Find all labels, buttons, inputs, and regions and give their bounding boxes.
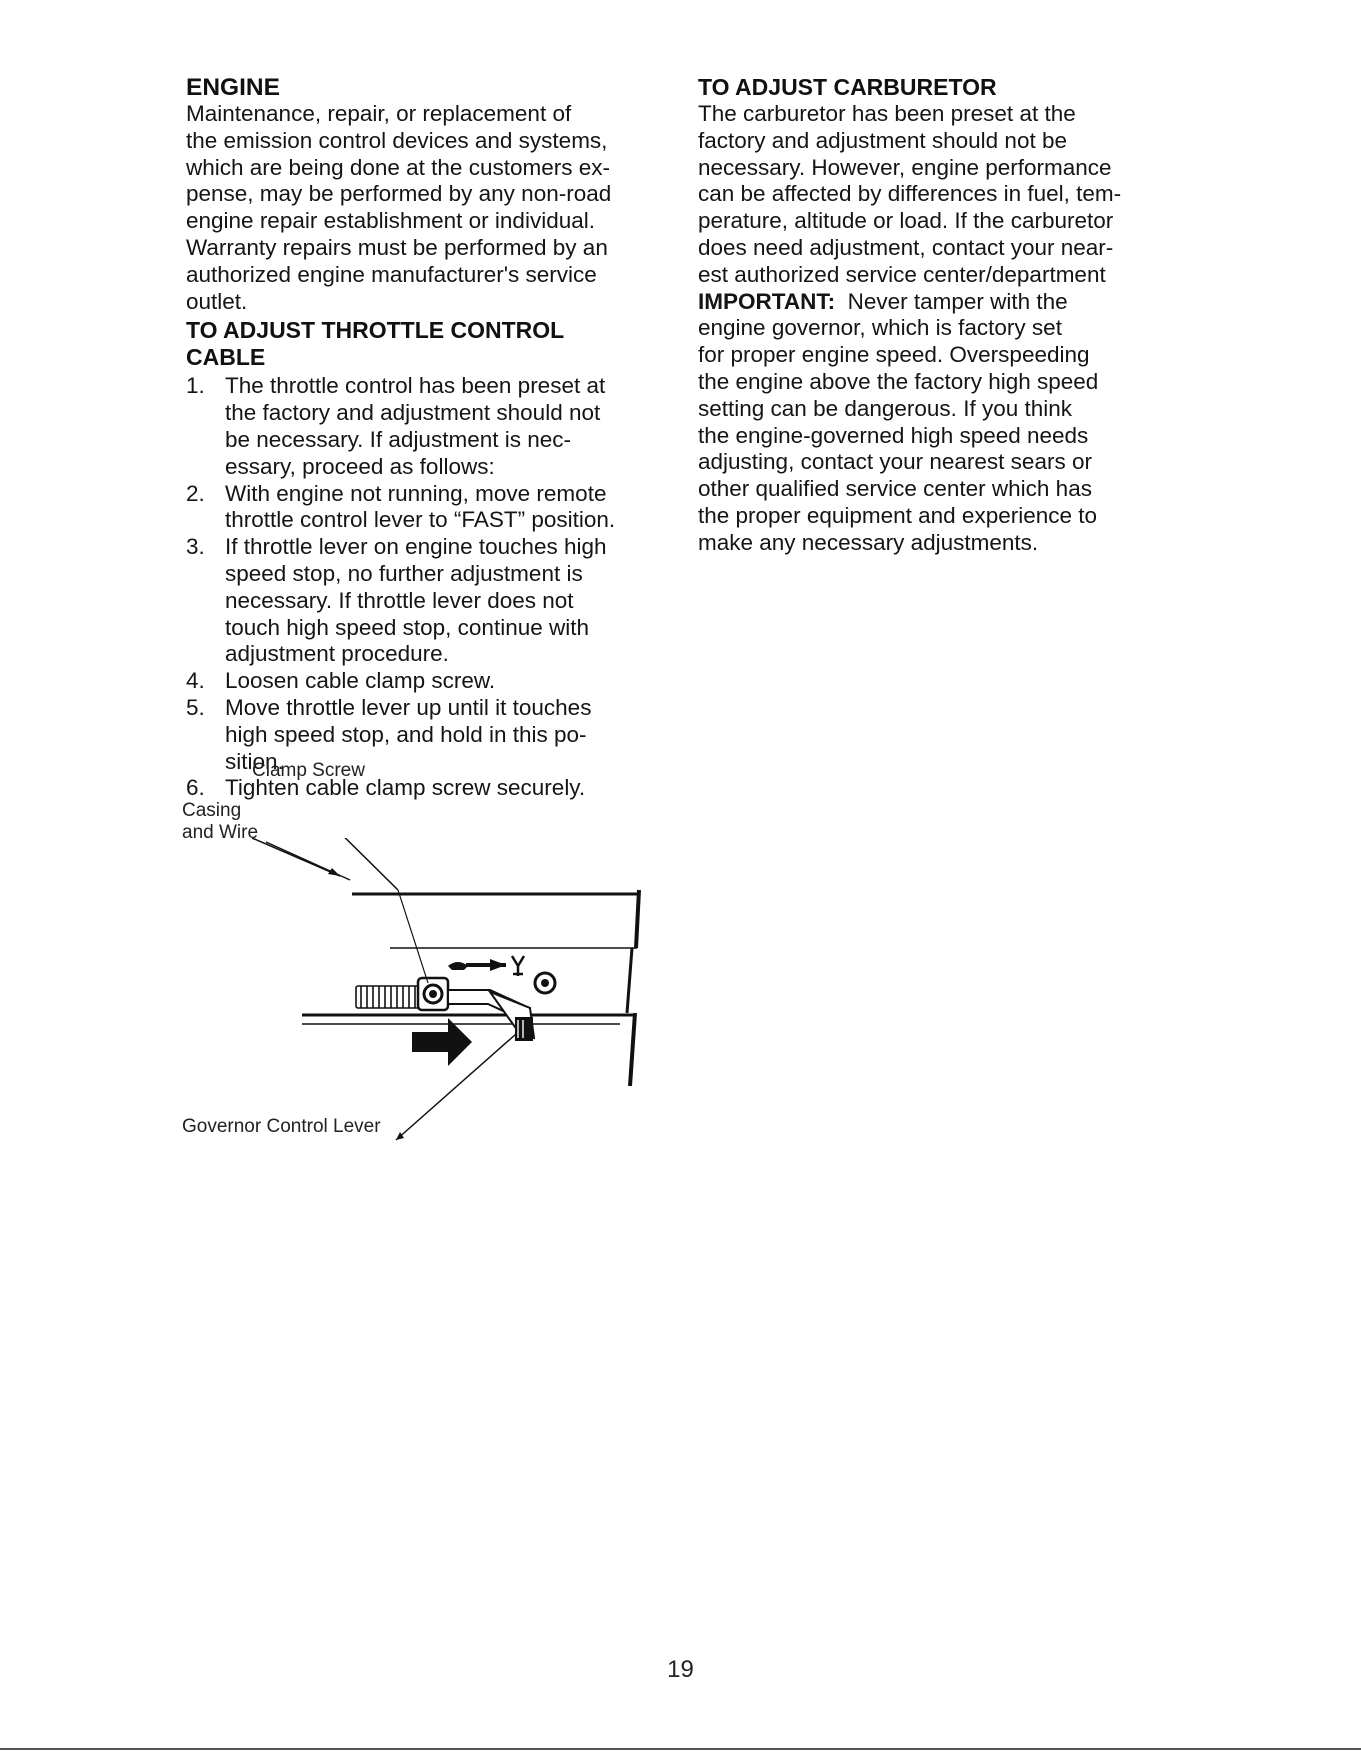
high-speed-stop-icon [535,973,555,993]
step-text: With engine not running, move remote throttle control lever to “FAST” position. [225,480,616,533]
governor-control-lever-label: Governor Control Lever [182,1116,381,1137]
clamp-screw-icon [418,978,448,1010]
engine-paragraph: Maintenance, repair, or replacement of the emission control devices and systems, which are being done at the customers ex- pense, may be performed by any non-road engine repair establishment or individual. Warranty repairs must be performed by an authorized engine manufacturer's service outlet. [186,101,612,314]
bottom-rule [0,1748,1361,1750]
step-number: 5. [186,694,205,720]
engine-heading: ENGINE [186,74,280,101]
important-label: IMPORTANT: [698,288,836,314]
direction-arrow-icon [412,1018,472,1066]
step-text: The throttle control has been preset at the factory and adjustment should not be necessary. If adjustment is nec- essary, proceed as follows: [225,373,606,479]
step-text: Loosen cable clamp screw. [225,668,496,694]
important-continuation: engine governor, which is factory set for proper engine speed. Overspeeding the engine above the factory high speed setting can be dangerous. If you think the engine-governed high speed needs adjusting, contact your nearest sears or other qualified service center which has the proper equipment and experience to make any necessary adjustments. [698,315,1099,555]
housing-right-edge-bottom [630,1013,635,1086]
step-number: 1. [186,373,205,399]
list-item [186,668,666,695]
carburetor-paragraph: The carburetor has been preset at the factory and adjustment should not be necessary. However, engine performance can be affected by differences in fuel, tem- perature, altitude or load. If the carburetor does need adjustment, contact your near- est authorized service center/department [698,101,1122,287]
important-first-line: Never tamper with the [835,288,1068,314]
clamp-screw-label: Clamp Screw [252,760,365,781]
step-number: 4. [186,668,205,694]
list-item [186,373,666,480]
throttle-heading: TO ADJUST THROTTLE CONTROL CABLE [186,317,565,371]
clamp-screw-leader-lower [398,890,428,983]
step-number: 6. [186,775,205,801]
clamp-screw-leader [315,838,398,890]
step-number: 3. [186,534,205,560]
carburetor-heading: TO ADJUST CARBURETOR [698,74,997,100]
list-item [186,534,666,668]
step-text: If throttle lever on engine touches high speed stop, no further adjustment is necessary. If throttle lever does not touch high speed stop, continue with adjustment procedure. [225,534,607,667]
important-paragraph [698,289,1198,316]
page-number: 19 [667,1656,694,1683]
throttle-steps-list [186,373,666,802]
step-number: 2. [186,480,205,506]
casing-leader-lower [266,842,350,880]
cable-coil [356,986,420,1008]
casing-and-wire-label: Casing and Wire [182,800,259,843]
housing-right-edge [636,890,639,948]
speed-indicator-icon [448,956,524,976]
throttle-cable-diagram [190,838,650,1150]
step-text: Move throttle lever up until it touches high speed stop, and hold in this po- sition. [225,694,592,774]
right-column [698,74,1198,557]
step-text: Tighten cable clamp screw securely. [225,775,586,801]
housing-right-edge-lower [627,948,632,1013]
left-column [186,74,666,802]
list-item [186,481,666,535]
